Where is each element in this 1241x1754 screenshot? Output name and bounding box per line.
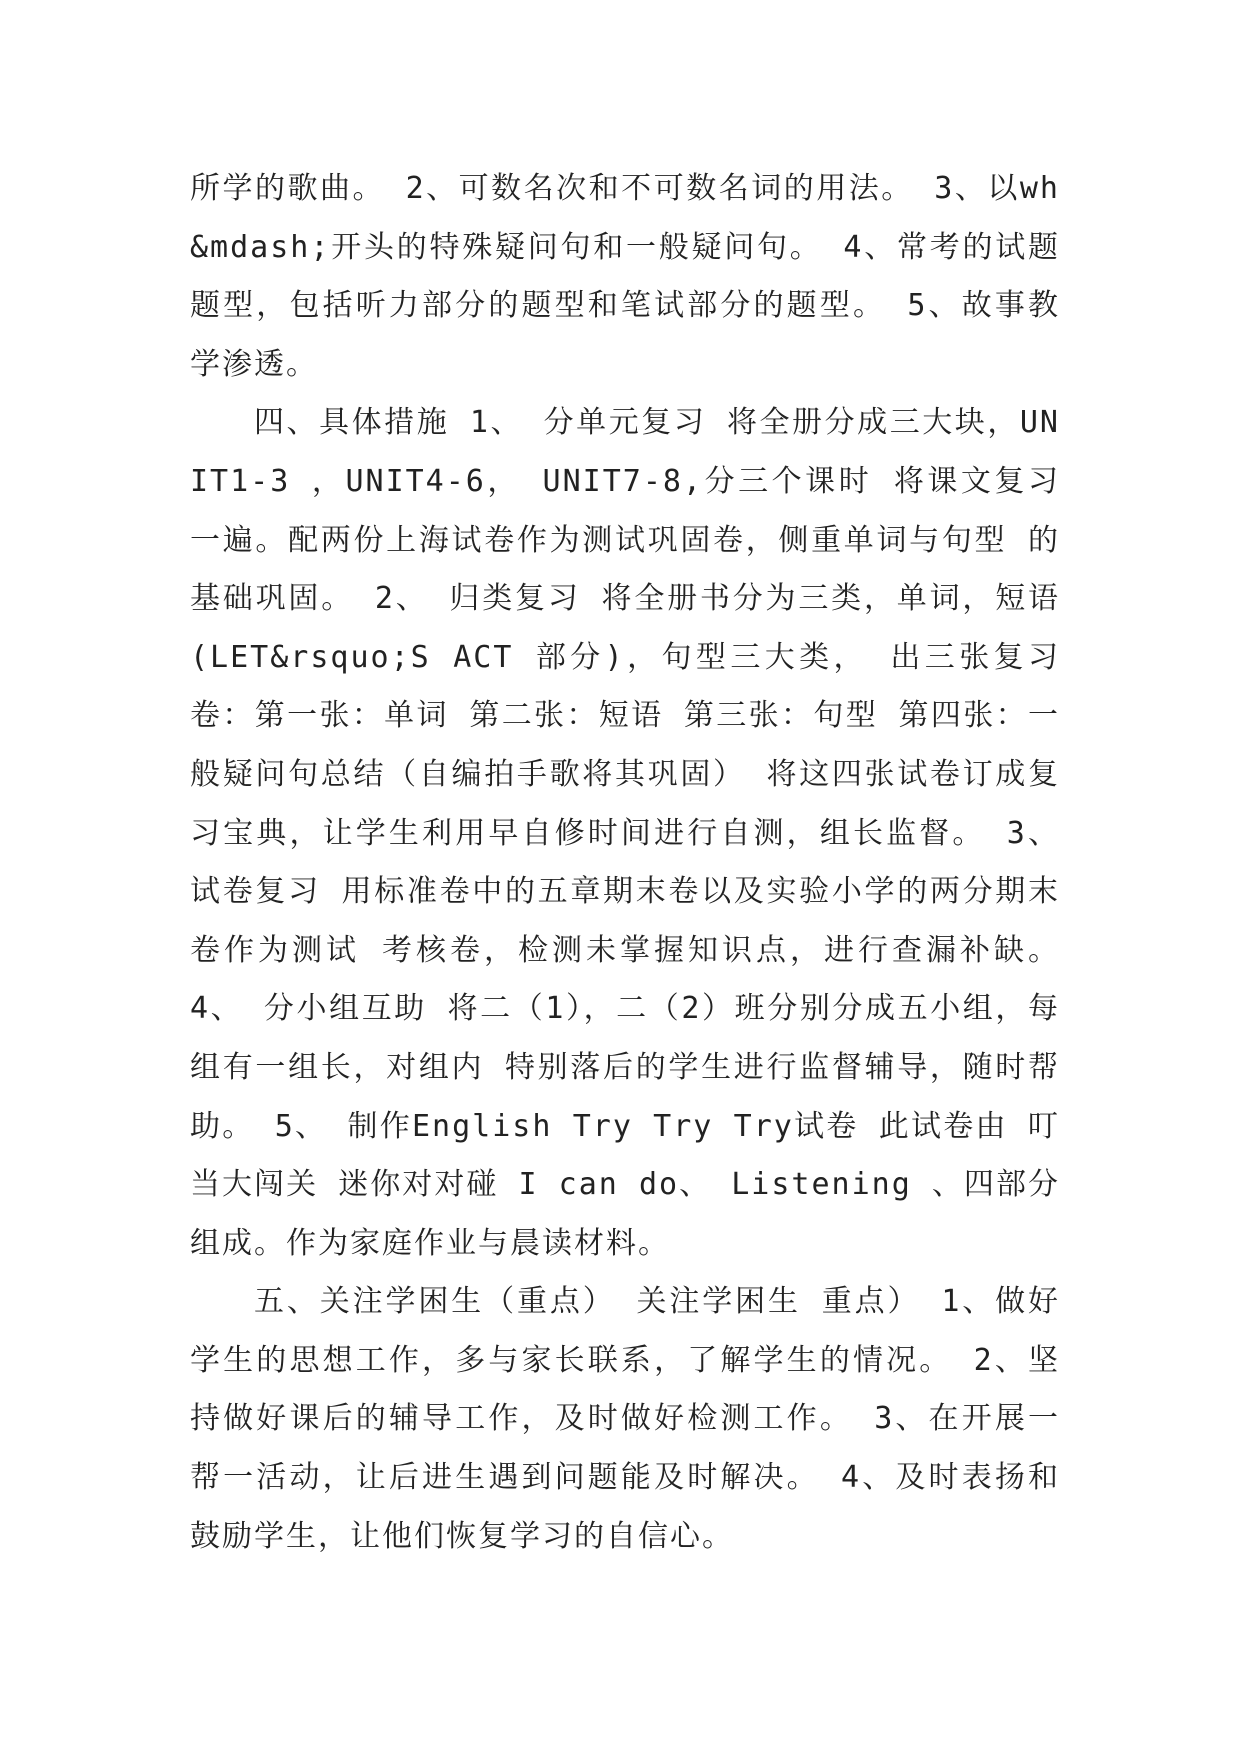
document-body [190,160,1060,1566]
paragraph-specific-measures: 四、具体措施 1、 分单元复习 将全册分成三大块，UNIT1-3 ，UNIT4-6， UNIT7-8,分三个课时 将课文复习一遍。配两份上海试卷作为测试巩固卷，侧重单词与句型 的基础巩固。 2、 归类复习 将全册书分为三类，单词，短语(LET&rsquo;S ACT 部分)，句型三大类， 出三张复习卷：第一张：单词 第二张：短语 第三张：句型 第四张：一般疑问句总结（自编拍手歌将其巩固） 将这四张试卷订成复习宝典，让学生利用早自修时间进行自测，组长监督。 3、试卷复习 用标准卷中的五章期末卷以及实验小学的两分期末卷作为测试 考核卷，检测未掌握知识点，进行查漏补缺。 4、 分小组互助 将二（1），二（2）班分别分成五小组，每组有一组长，对组内 特别落后的学生进行监督辅导，随时帮助。 5、 制作English Try Try Try试卷 此试卷由 叮当大闯关 迷你对对碰 I can do、 Listening 、四部分组成。作为家庭作业与晨读材料。 [190,405,1060,1261]
paragraph-struggling-students: 五、关注学困生（重点） 关注学困生 重点） 1、做好学生的思想工作，多与家长联系，了解学生的情况。 2、坚持做好课后的辅导工作，及时做好检测工作。 3、在开展一帮一活动，让后进生遇到问题能及时解决。 4、及时表扬和鼓励学生，让他们恢复学习的自信心。 [190,1284,1060,1554]
paragraph-song-and-grammar-review: 所学的歌曲。 2、可数名次和不可数名词的用法。 3、以wh&mdash;开头的特殊疑问句和一般疑问句。 4、常考的试题题型，包括听力部分的题型和笔试部分的题型。 5、故事教学渗透。 [190,171,1060,382]
